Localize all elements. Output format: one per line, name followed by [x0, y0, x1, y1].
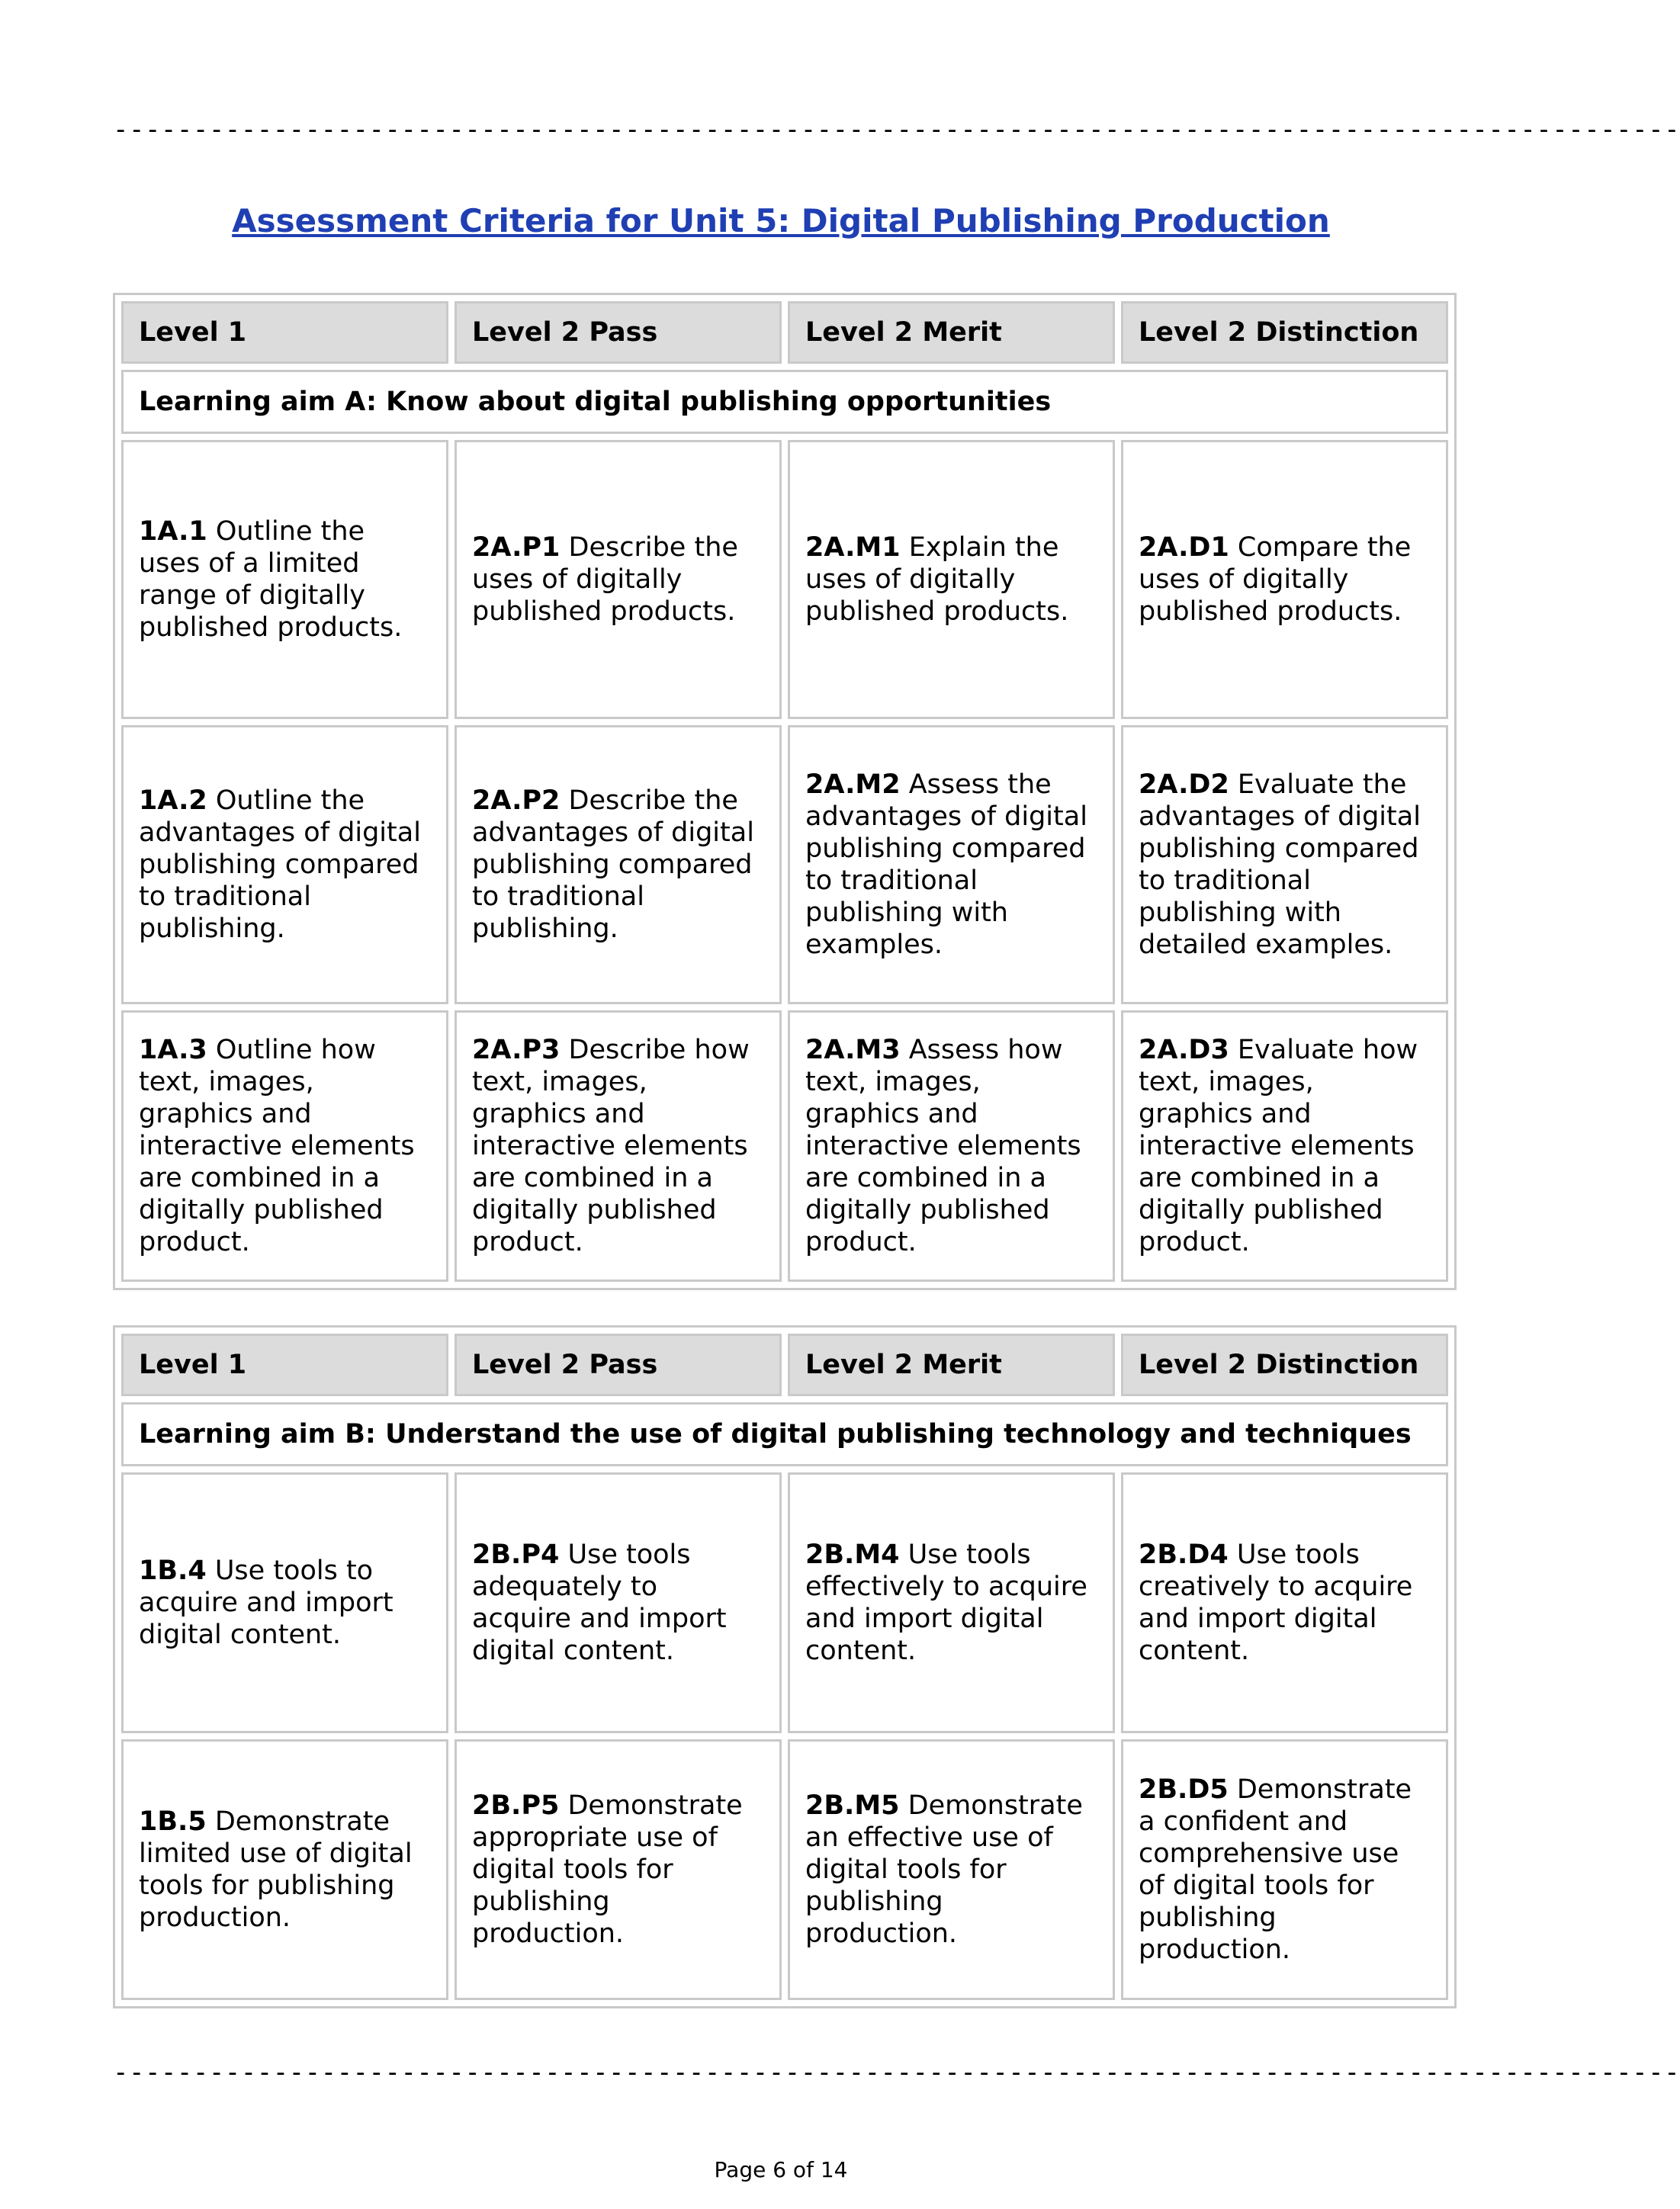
- criterion-code: 2B.M4: [805, 1540, 900, 1570]
- criterion-code: 2A.D2: [1139, 769, 1229, 800]
- criterion-text: Demonstrate an effective use of digital tools for publishing production.: [805, 1790, 1083, 1949]
- criterion-cell: [788, 440, 1115, 719]
- table-row: [121, 1472, 1448, 1733]
- criterion-code: 2A.P3: [472, 1035, 561, 1065]
- criterion-code: 2A.P2: [472, 785, 561, 816]
- criterion-text: Describe the uses of digitally published products.: [472, 532, 738, 627]
- criteria-table-aim-b: [113, 1325, 1457, 2008]
- learning-aim-row: [121, 370, 1448, 434]
- criterion-text: Use tools adequately to acquire and import digital content.: [472, 1540, 727, 1666]
- criterion-code: 2A.P1: [472, 532, 561, 563]
- criterion-code: 2A.D1: [1139, 532, 1229, 563]
- criterion-text: Compare the uses of digitally published products.: [1139, 532, 1412, 627]
- criterion-text: Demonstrate appropriate use of digital tools for publishing production.: [472, 1790, 743, 1949]
- criterion-cell: [121, 725, 448, 1004]
- header-level-2-merit: Level 2 Merit: [788, 1334, 1115, 1396]
- criterion-cell: [455, 725, 782, 1004]
- table-row: [121, 1010, 1448, 1282]
- criterion-code: 2A.M2: [805, 769, 901, 800]
- criterion-code: 2B.P5: [472, 1790, 560, 1821]
- criterion-code: 2A.M3: [805, 1035, 901, 1065]
- header-level-2-pass: Level 2 Pass: [455, 301, 782, 364]
- criterion-cell: [455, 1472, 782, 1733]
- criterion-cell: [1121, 1739, 1448, 2000]
- criterion-cell: [1121, 1472, 1448, 1733]
- header-level-2-pass: Level 2 Pass: [455, 1334, 782, 1396]
- criterion-text: Evaluate the advantages of digital publishing compared to traditional publishing with detailed examples.: [1139, 769, 1421, 960]
- page-number: Page 6 of 14: [714, 2157, 848, 2182]
- learning-aim-b: Learning aim B: Understand the use of digital publishing technology and techniques: [121, 1402, 1448, 1466]
- criterion-code: 1B.5: [139, 1806, 207, 1837]
- header-row: [121, 301, 1448, 364]
- criterion-text: Use tools effectively to acquire and import digital content.: [805, 1540, 1087, 1666]
- criterion-code: 1A.3: [139, 1035, 207, 1065]
- header-level-2-distinction: Level 2 Distinction: [1121, 1334, 1448, 1396]
- page-title: Assessment Criteria for Unit 5: Digital Publishing Production: [232, 202, 1330, 239]
- criterion-cell: [455, 440, 782, 719]
- criterion-text: Assess how text, images, graphics and interactive elements are combined in a digitally published product.: [805, 1035, 1081, 1257]
- criterion-cell: [455, 1739, 782, 2000]
- criterion-cell: [121, 1010, 448, 1282]
- criterion-text: Demonstrate a confident and comprehensive use of digital tools for publishing production.: [1139, 1774, 1412, 1965]
- header-level-1: Level 1: [121, 1334, 448, 1396]
- criterion-text: Describe how text, images, graphics and interactive elements are combined in a digitally published product.: [472, 1035, 750, 1257]
- criterion-text: Explain the uses of digitally published products.: [805, 532, 1069, 627]
- criterion-cell: [788, 725, 1115, 1004]
- header-level-2-merit: Level 2 Merit: [788, 301, 1115, 364]
- table-row: [121, 440, 1448, 719]
- criterion-cell: [788, 1739, 1115, 2000]
- criterion-text: Outline the advantages of digital publishing compared to traditional publishing.: [139, 785, 421, 944]
- criterion-code: 2B.P4: [472, 1540, 560, 1570]
- table-row: [121, 1739, 1448, 2000]
- criterion-text: Use tools to acquire and import digital content.: [139, 1556, 393, 1650]
- criterion-cell: [788, 1010, 1115, 1282]
- criteria-table-aim-a: [113, 293, 1457, 1290]
- criterion-code: 1A.1: [139, 516, 207, 547]
- criterion-cell: [1121, 1010, 1448, 1282]
- criterion-text: Use tools creatively to acquire and import digital content.: [1139, 1540, 1413, 1666]
- criterion-cell: [121, 1472, 448, 1733]
- bottom-dashed-rule: --------------------------------------------------------------------------------------------------: [113, 2057, 1680, 2088]
- criterion-cell: [788, 1472, 1115, 1733]
- criterion-cell: [455, 1010, 782, 1282]
- criterion-text: Evaluate how text, images, graphics and interactive elements are combined in a digitally published product.: [1139, 1035, 1418, 1257]
- criterion-code: 2B.M5: [805, 1790, 900, 1821]
- criterion-cell: [1121, 725, 1448, 1004]
- header-level-1: Level 1: [121, 301, 448, 364]
- criterion-text: Outline how text, images, graphics and interactive elements are combined in a digitally published product.: [139, 1035, 415, 1257]
- criterion-code: 1B.4: [139, 1556, 207, 1586]
- criterion-text: Outline the uses of a limited range of digitally published products.: [139, 516, 403, 643]
- criterion-code: 1A.2: [139, 785, 207, 816]
- criterion-code: 2B.D4: [1139, 1540, 1229, 1570]
- criterion-text: Assess the advantages of digital publishing compared to traditional publishing with examples.: [805, 769, 1087, 960]
- table-row: [121, 725, 1448, 1004]
- criterion-cell: [121, 440, 448, 719]
- criterion-cell: [121, 1739, 448, 2000]
- criterion-code: 2A.D3: [1139, 1035, 1229, 1065]
- learning-aim-row: [121, 1402, 1448, 1466]
- top-dashed-rule: --------------------------------------------------------------------------------------------------: [113, 114, 1680, 145]
- criterion-code: 2A.M1: [805, 532, 901, 563]
- header-row: [121, 1334, 1448, 1396]
- criterion-cell: [1121, 440, 1448, 719]
- criterion-code: 2B.D5: [1139, 1774, 1229, 1805]
- criterion-text: Describe the advantages of digital publishing compared to traditional publishing.: [472, 785, 754, 944]
- header-level-2-distinction: Level 2 Distinction: [1121, 301, 1448, 364]
- learning-aim-a: Learning aim A: Know about digital publishing opportunities: [121, 370, 1448, 434]
- criterion-text: Demonstrate limited use of digital tools for publishing production.: [139, 1806, 413, 1933]
